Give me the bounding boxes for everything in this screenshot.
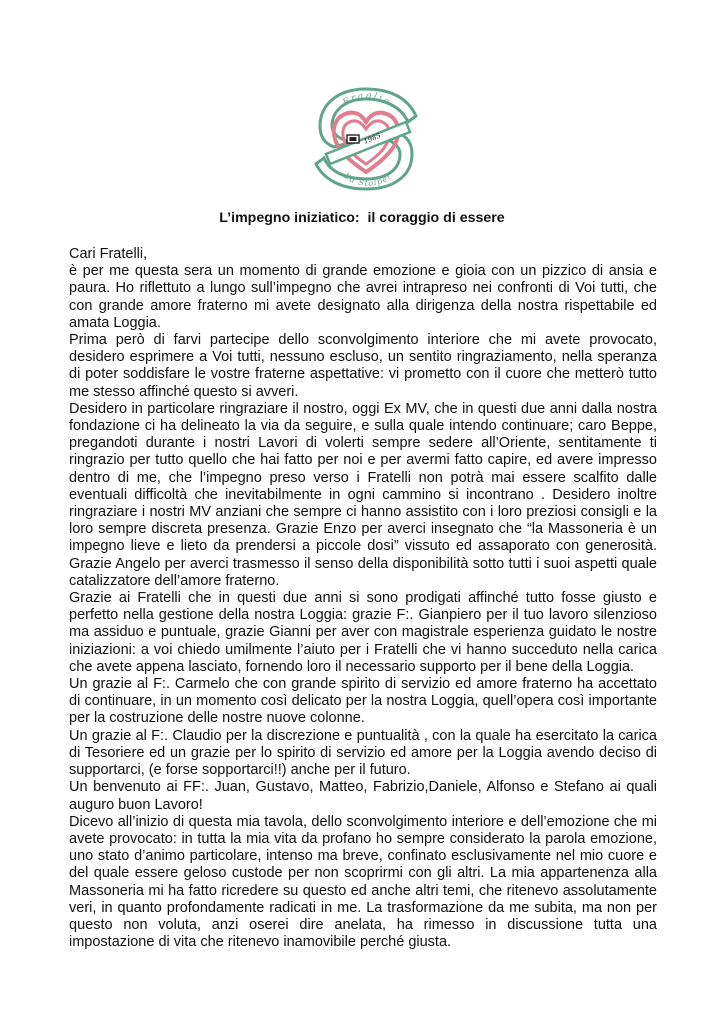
paragraph: Desidero in particolare ringraziare il nostro, oggi Ex MV, che in questi due anni dalla nostra fondazione ci ha delineato la via da seguire, e sulla quale intendo continuare; caro Beppe, pregandoti durante i nostri Lavori di volerti sempre sedere all’Oriente, sentitamente ti ringrazio per tutto quello che hai fatto per noi e per avermi fatto capire, ed avere impresso dentro di me, che l’impegno preso verso i Fratelli non potrà mai essere scalfito dalle eventuali difficoltà che inevitabilmente in ogni cammino si incontrano . Desidero inoltre ringraziare i nostri MV anziani che sempre ci hanno assistito con i loro preziosi consigli e la loro sempre discreta presenza. Grazie Enzo per averci insegnato che “la Massoneria è un impegno lieve e lieto da prendersi a piccole dosi” vissuto ed assaporato con generosità. Grazie Angelo per averci trasmesso il senso della disponibilità sotto tutti i suoi aspetti quale catalizzatore dell’amore fraterno. (69, 400, 657, 589)
logo-badge-text: 1985 (362, 131, 383, 146)
document-title: L’impegno iniziatico: il coraggio di essere (219, 210, 505, 226)
paragraph: Un grazie al F:. Carmelo che con grande spirito di servizio ed amore fraterno ha accettato di continuare, in un momento così delicato per la nostra Loggia, quell’opera così importante per la costruzione delle nostre nuove colonne. (69, 676, 657, 727)
document-body (69, 246, 657, 951)
paragraph: Grazie ai Fratelli che in questi due anni si sono prodigati affinché tutto fosse giusto e perfetto nella gestione della nostra Loggia: grazie F:. Gianpiero per il tuo lavoro silenzioso ma assiduo e puntuale, grazie Gianni per aver con magistrale esperienza guidato le nostre iniziazioni: a voi chiedo umilmente l’aiuto per i Fratelli che vi hanno succeduto nella carica che avete appena lasciato, fornendo loro il necessario supporto per il bene della Loggia. (69, 590, 657, 675)
logo-top-text: Fraglia (341, 91, 393, 109)
fraglia-logo (312, 84, 420, 194)
paragraph: Un benvenuto ai FF:. Juan, Gustavo, Matteo, Fabrizio,Daniele, Alfonso e Stefano ai quali auguro buon Lavoro! (69, 779, 657, 813)
paragraph: Dicevo all’inizio di questa mia tavola, dello sconvolgimento interiore e dell’emozione che mi avete provocato: in tutta la mia vita da profano ho sempre considerato la parola emozione, uno stato d’animo particolare, intenso ma breve, confinato esclusivamente nel mio cuore e del quale essere geloso custode per non scoprirmi con gli altri. La mia appartenenza alla Massoneria mi ha fatto ricredere su questo ed anche altri temi, che ritenevo assolutamente veri, in quanto profondamente radicati in me. La trasformazione da me subita, ma non per questo non voluta, anzi oserei dire anelata, ha rimesso in discussione tutta una impostazione di vita che ritenevo inamovibile perché giusta. (69, 813, 657, 951)
fraglia-emblem-icon (312, 84, 420, 194)
paragraph: è per me questa sera un momento di grande emozione e gioia con un pizzico di ansia e paura. Ho riflettuto a lungo sull’impegno che avrei intrapreso nei confronti di Voi tutti, che con grande amore fraterno mi avete designato alla dirigenza della nostra rispettabile ed amata Loggia. (69, 263, 657, 331)
salutation: Cari Fratelli, (69, 246, 148, 262)
logo-bottom-text: Ed Stolper (342, 171, 394, 188)
paragraph: Un grazie al F:. Claudio per la discrezione e puntualità , con la quale ha esercitato la carica di Tesoriere ed un grazie per lo spirito di servizio ed amore per la Loggia avendo deciso di supportarci, (e forse sopportarci!!) anche per il futuro. (69, 727, 657, 779)
paragraph: Prima però di farvi partecipe dello sconvolgimento interiore che mi avete provocato, desidero esprimere a Voi tutti, nessuno escluso, un sentito ringraziamento, nella speranza di poter soddisfare le vostre fraterne aspettative: vi prometto con il cuore che metterò tutto me stesso affinché questo si avveri. (69, 332, 657, 400)
